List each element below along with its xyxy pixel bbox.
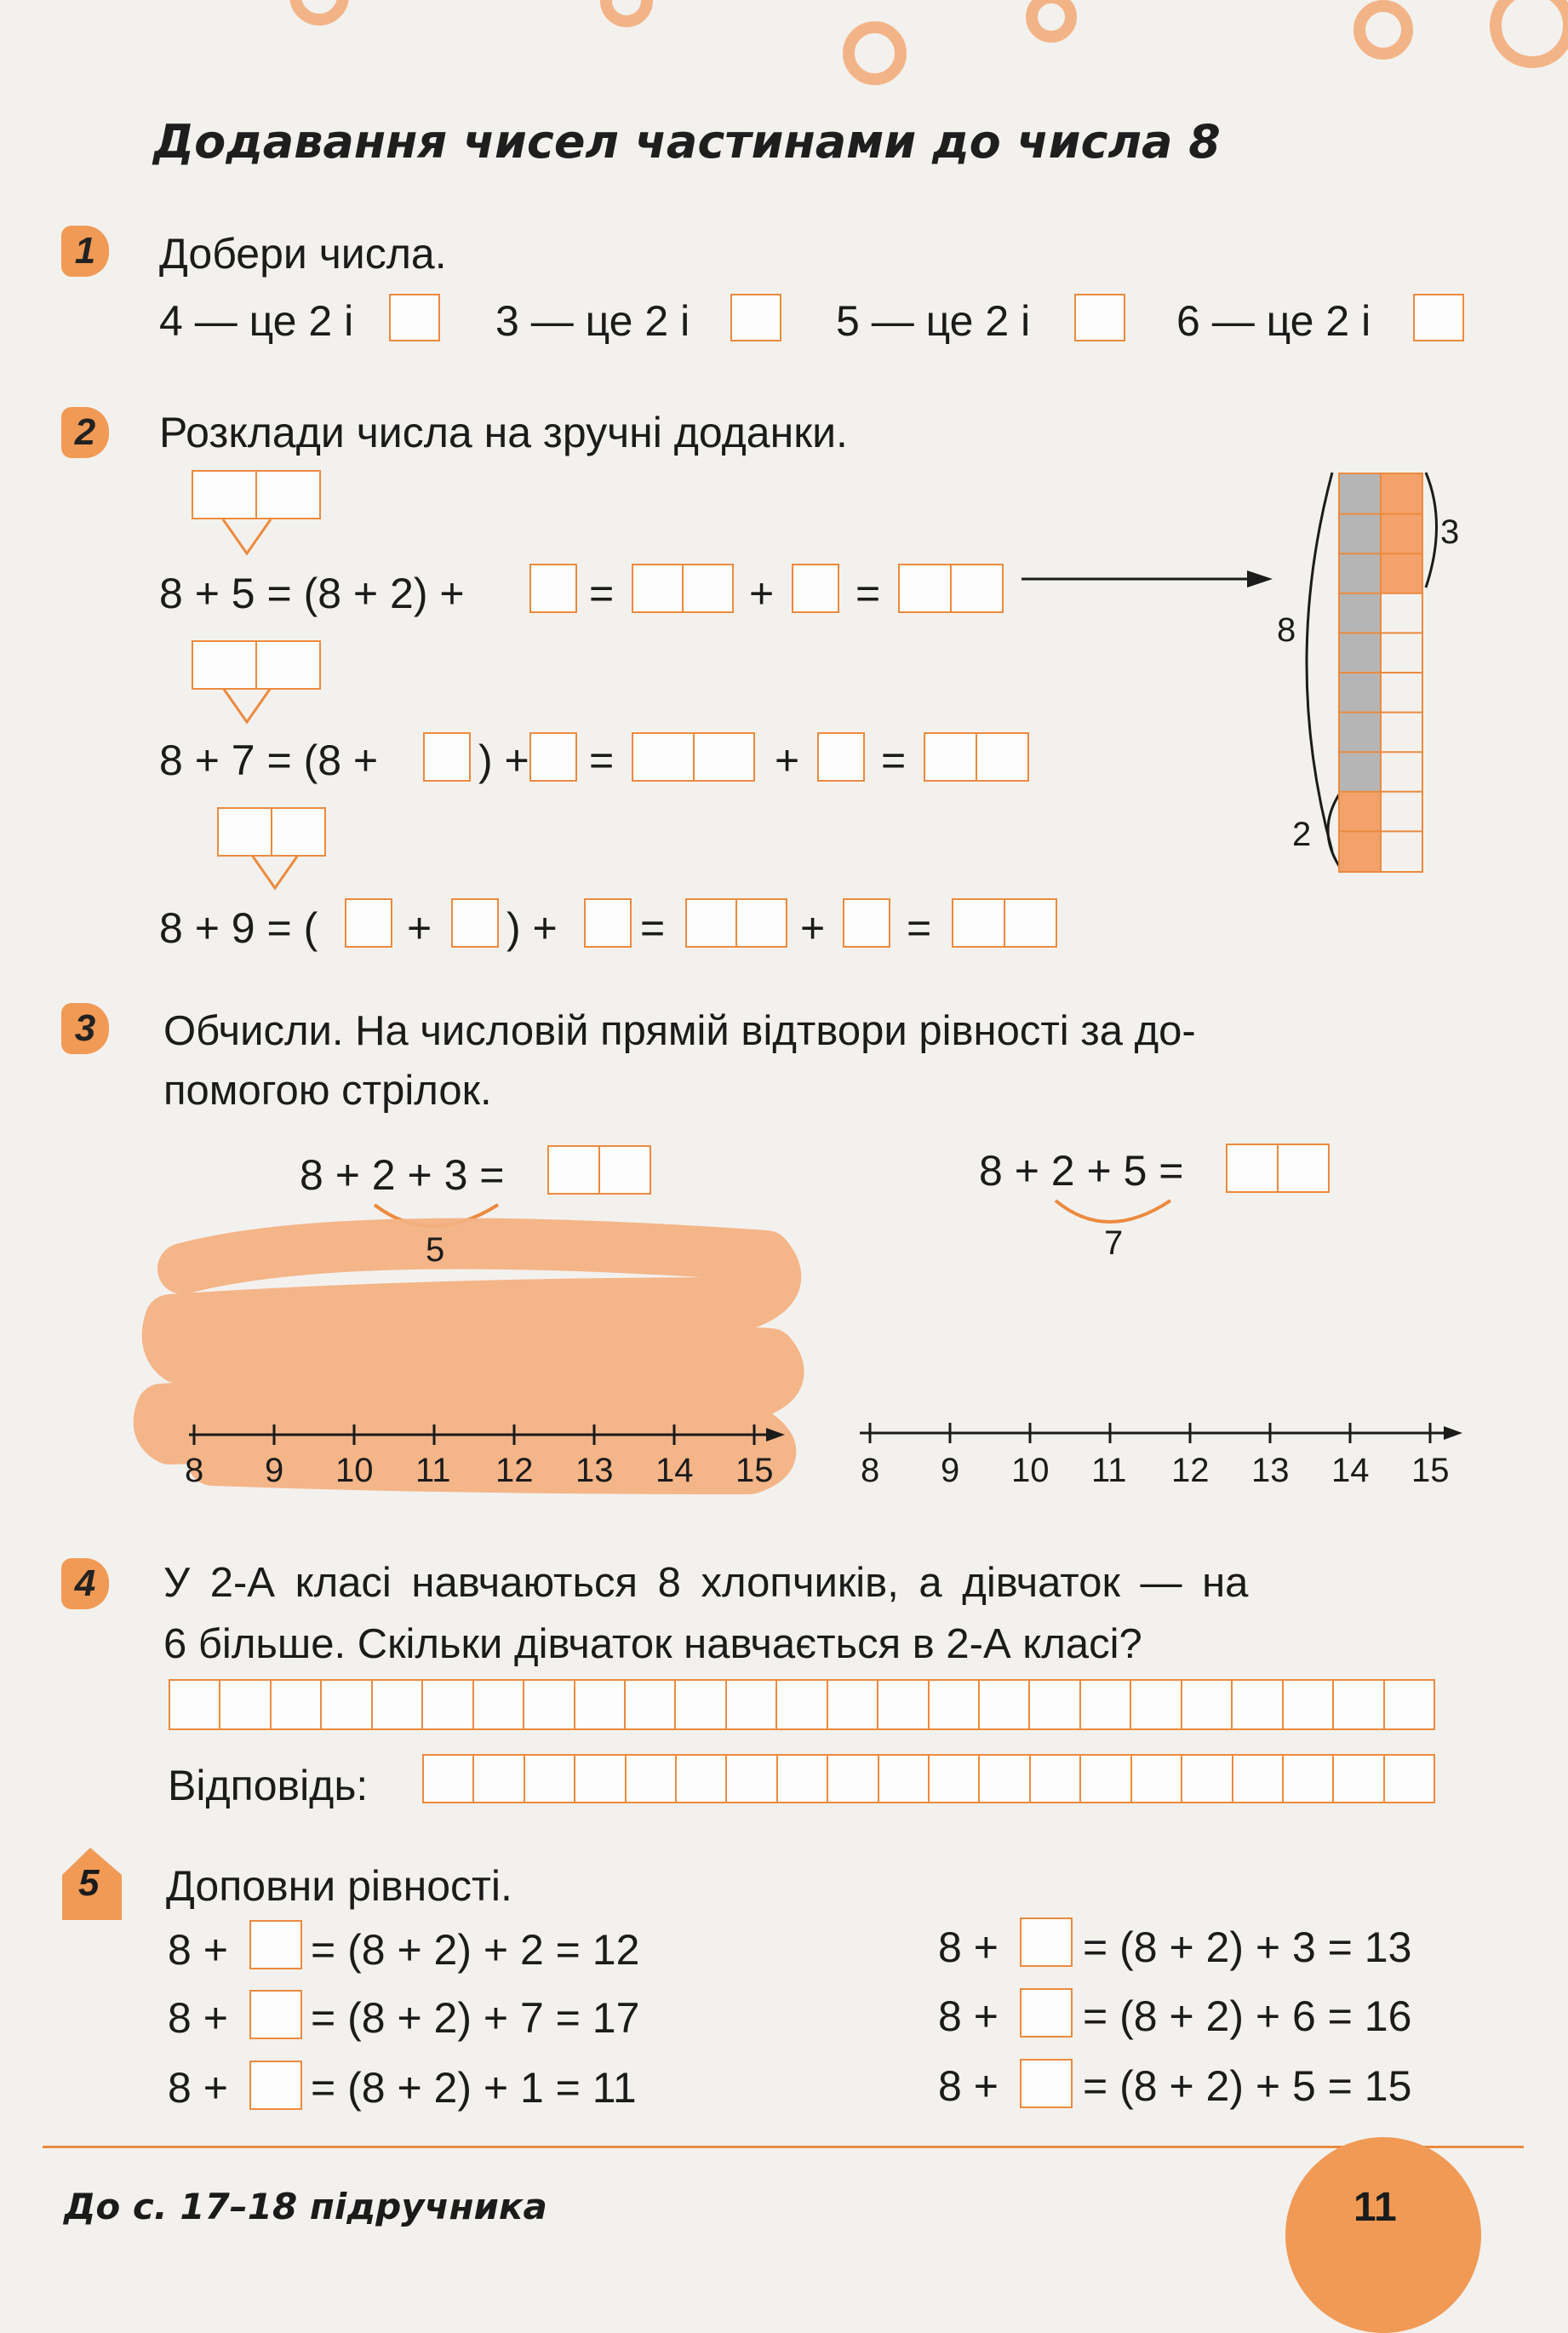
number-line-tick-label: 15: [735, 1452, 774, 1489]
task5-right-eq: = (8 + 2) + 6 = 16: [1083, 1992, 1412, 2040]
task3-prompt-line2: помогою стрілок.: [163, 1068, 492, 1114]
counting-strip: [1338, 473, 1423, 873]
task4-line2: 6 більше. Скільки дівчаток навчається в 2-А класі?: [163, 1621, 1142, 1667]
task2-eq: =: [589, 737, 615, 784]
number-line-tick-label: 15: [1411, 1452, 1450, 1489]
task3-left-expr: 8 + 2 + 3 =: [300, 1151, 505, 1199]
task2-row3-close: ) +: [506, 904, 558, 952]
task5-right-eq: = (8 + 2) + 3 = 13: [1083, 1923, 1412, 1971]
task5-prompt: Доповни рівності.: [166, 1862, 512, 1910]
strip-label-bottom: 2: [1292, 816, 1312, 853]
solution-cells[interactable]: [169, 1679, 1435, 1730]
task2-eq: =: [589, 570, 615, 617]
page-number-circle: [1285, 2137, 1481, 2333]
task5-prefix: 8 +: [168, 1994, 228, 2042]
task2-plus: +: [407, 904, 432, 952]
strip-label-top: 3: [1440, 513, 1460, 551]
task2-row2-expr: 8 + 7 = (8 +: [159, 737, 379, 784]
task5-left-eq: = (8 + 2) + 1 = 11: [311, 2064, 637, 2112]
number-line-tick-label: 8: [861, 1452, 880, 1489]
task2-plus: +: [749, 570, 775, 617]
answer-box-2digit[interactable]: [632, 564, 734, 613]
number-line-tick-label: 12: [495, 1452, 534, 1489]
number-line-tick-label: 10: [1011, 1452, 1050, 1489]
task5-prefix: 8 +: [938, 2062, 999, 2110]
answer-label: Відповідь:: [168, 1762, 369, 1809]
task5-prefix: 8 +: [168, 1926, 228, 1974]
task-number-badge: 2: [61, 407, 109, 458]
number-line-tick-label: 9: [941, 1452, 960, 1489]
page-title: Додавання чисел частинами до числа 8: [153, 115, 1221, 169]
decomp-boxes[interactable]: [192, 470, 321, 519]
task5-prefix: 8 +: [938, 1923, 999, 1971]
task2-eq: =: [640, 904, 666, 952]
answer-box-2digit[interactable]: [685, 898, 787, 948]
task3-prompt-line1: Обчисли. На числовій прямій відтвори рівності за до-: [163, 1008, 1196, 1054]
answer-box-2digit[interactable]: [632, 732, 755, 782]
task2-eq: =: [856, 570, 881, 617]
strip-label-mid: 8: [1277, 611, 1296, 649]
task1-item: 5 — це 2 і: [836, 297, 1031, 345]
answer-box-2digit[interactable]: [898, 564, 1004, 613]
task2-row1-expr: 8 + 5 = (8 + 2) +: [159, 570, 465, 617]
task-number-badge: 4: [61, 1558, 109, 1609]
task1-item: 6 — це 2 і: [1176, 297, 1371, 345]
footer-reference: До с. 17–18 підручника: [64, 2186, 547, 2227]
answer-box[interactable]: [249, 1920, 302, 1969]
task1-item: 4 — це 2 і: [159, 297, 354, 345]
number-line-tick-label: 11: [1091, 1452, 1127, 1489]
task2-plus: +: [800, 904, 826, 952]
task5-right-eq: = (8 + 2) + 5 = 15: [1083, 2062, 1412, 2110]
task-number-badge: 5: [78, 1862, 100, 1904]
number-line-tick-label: 14: [655, 1452, 694, 1489]
page-number: 11: [1353, 2185, 1397, 2230]
answer-box[interactable]: [345, 898, 392, 948]
answer-box[interactable]: [817, 732, 865, 782]
number-line-tick-label: 14: [1331, 1452, 1370, 1489]
answer-box[interactable]: [1020, 1988, 1073, 2038]
answer-box[interactable]: [529, 732, 577, 782]
answer-box[interactable]: [423, 732, 471, 782]
task3-left-sum: 5: [426, 1231, 445, 1269]
task2-prompt: Розклади числа на зручні доданки.: [159, 409, 848, 456]
task2-row3-expr: 8 + 9 = (: [159, 904, 318, 952]
task4-line1: У 2-А класі навчаються 8 хлопчиків, а дівчаток — на: [163, 1560, 1249, 1606]
answer-box-2digit[interactable]: [952, 898, 1057, 948]
decomp-boxes[interactable]: [217, 807, 326, 857]
task2-plus: +: [775, 737, 800, 784]
task1-prompt: Добери числа.: [159, 230, 447, 278]
number-line-tick-label: 9: [265, 1452, 284, 1489]
answer-box[interactable]: [584, 898, 632, 948]
task5-prefix: 8 +: [938, 1992, 999, 2040]
answer-box[interactable]: [792, 564, 839, 613]
task3-drawing: [0, 1175, 1568, 1499]
task2-eq: =: [907, 904, 932, 952]
task5-left-eq: = (8 + 2) + 2 = 12: [311, 1926, 640, 1974]
footer-divider: [43, 2146, 1524, 2148]
task5-prefix: 8 +: [168, 2064, 228, 2112]
task1-item: 3 — це 2 і: [495, 297, 690, 345]
task3-right-expr: 8 + 2 + 5 =: [979, 1147, 1184, 1195]
task-number-badge: 3: [61, 1003, 109, 1054]
decomp-boxes[interactable]: [192, 640, 321, 690]
answer-box[interactable]: [529, 564, 577, 613]
number-line-tick-label: 13: [1251, 1452, 1290, 1489]
answer-box[interactable]: [843, 898, 890, 948]
answer-box[interactable]: [451, 898, 499, 948]
number-line-tick-label: 13: [575, 1452, 614, 1489]
answer-box[interactable]: [249, 1990, 302, 2039]
number-line-tick-label: 10: [335, 1452, 374, 1489]
task-number-badge: 1: [61, 226, 109, 277]
task5-left-eq: = (8 + 2) + 7 = 17: [311, 1994, 640, 2042]
task3-right-sum: 7: [1104, 1224, 1124, 1262]
number-line-tick-label: 8: [185, 1452, 204, 1489]
task2-row2-close: ) +: [478, 737, 529, 784]
answer-box-2digit[interactable]: [924, 732, 1029, 782]
task2-eq: =: [881, 737, 907, 784]
answer-cells[interactable]: [422, 1754, 1435, 1803]
number-line-tick-label: 12: [1171, 1452, 1210, 1489]
answer-box[interactable]: [1020, 2059, 1073, 2108]
answer-box[interactable]: [249, 2061, 302, 2110]
number-line-tick-label: 11: [415, 1452, 451, 1489]
answer-box[interactable]: [1020, 1917, 1073, 1967]
